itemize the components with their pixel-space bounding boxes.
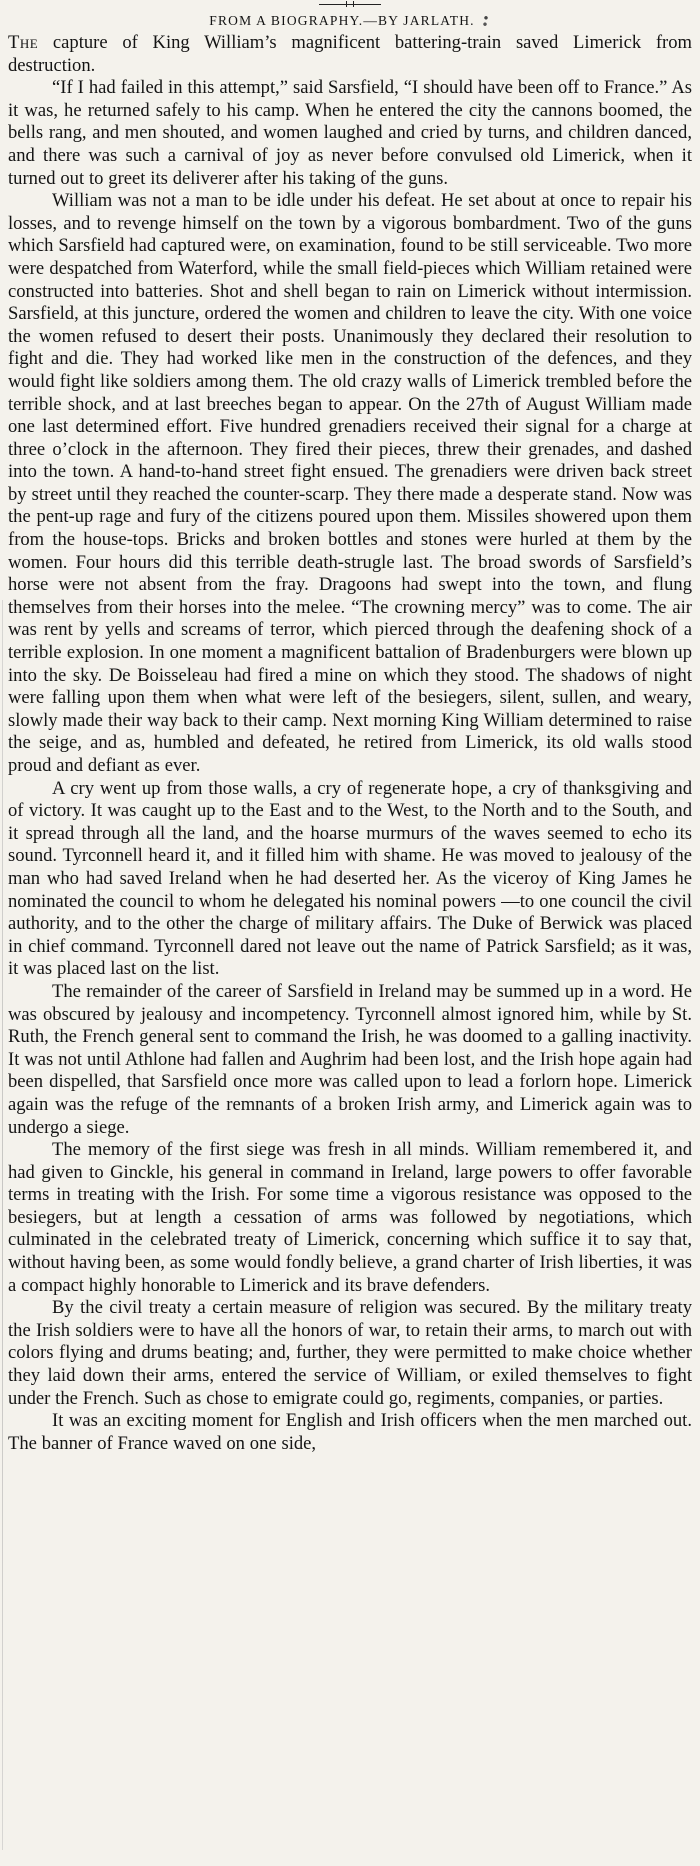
paragraph-4: A cry went up from those walls, a cry of regenerate hope, a cry of thanksgiving and of victory. It was caught up to the East and to the West, to the North and to the South, and it spread through all the land, and the hoarse murmurs of the waves seemed to echo its sound. Tyrconnell heard it, and it filled him with shame. He was moved to jealousy of the man who had saved Ireland when he had deserted her. As the viceroy of King James he nominated the council to whom he delegated his nominal powers —to one council the civil authority, and to the other the charge of military affairs. The Duke of Berwick was placed in chief command. Tyrconnell dared not leave out the name of Patrick Sarsfield; as it was, it was placed last on the list. — [8, 777, 692, 980]
paragraph-8: It was an exciting moment for English and Irish officers when the men marched out. The banner of France waved on one side, — [8, 1410, 692, 1454]
paragraph-5: The remainder of the career of Sarsfield in Ireland may be summed up in a word. He was obscured by jealousy and incompetency. Tyrconnell almost ignored him, while by St. Ruth, the French general sent to command the Irish, he was doomed to a galling inactivity. It was not until Athlone had fallen and Aughrim had been lost, and the Irish hope again had been dispelled, that Sarsfield once more was called upon to lead a forlorn hope. Limerick again was the refuge of the remnants of a broken Irish army, and Limerick again was to undergo a siege. — [8, 980, 692, 1138]
article-heading — [8, 13, 692, 29]
column-edge-shadow — [2, 600, 3, 1850]
article-title: FROM A BIOGRAPHY.—BY JARLATH. — [209, 13, 475, 28]
article-body — [8, 32, 692, 1455]
paragraph-3: William was not a man to be idle under his defeat. He set about at once to repair his losses, and to revenge himself on the town by a vigorous bombardment. Two of the guns which Sarsfield had captured were, on examination, found to be still serviceable. Two more were despatched from Waterford, while the small field-pieces which William retained were constructed into batteries. Shot and shell began to rain on Limerick without intermission. Sarsfield, at this juncture, ordered the women and children to leave the city. With one voice the women refused to desert their posts. Unanimously they declared their resolution to fight and die. They had worked like men in the construction of the defences, and they would fight like soldiers among them. The old crazy walls of Limerick trembled before the terrible shock, and at last breeches began to appear. On the 27th of August William made one last determined effort. Five hundred grenadiers received their signal for a charge at three o’clock in the afternoon. They fired their pieces, threw their grenades, and dashed into the town. A hand-to-hand street fight ensued. The grenadiers were driven back street by street until they reached the counter-scarp. They there made a desperate stand. Now was the pent-up rage and fury of the citizens poured upon them. Missiles showered upon them from the house-tops. Bricks and broken bottles and stones were hurled at them by the women. Four hours did this terrible death-strugle last. The broad swords of Sarsfield’s horse were not absent from the fray. Dragoons had swept into the town, and flung themselves from their horses into the melee. “The crowning mercy” was to come. The air was rent by yells and screams of terror, which pierced through the deafening shock of a terrible explosion. In one moment a magnificent battalion of Bradenburgers were blown up into the sky. De Boisseleau had fired a mine on which they stood. The shadows of night were falling upon them when what were left of the besiegers, silent, sullen, and weary, slowly made their way back to their camp. Next morning King William determined to raise the seige, and as, humbled and defeated, he retired from Limerick, its old walls stood proud and defiant as ever. — [8, 190, 692, 776]
paragraph-1 — [8, 32, 692, 77]
paragraph-2: “If I had failed in this attempt,” said Sarsfield, “I should have been off to France.” As it was, he returned safely to his camp. When he entered the city the cannons boomed, the bells rang, and men shouted, and women laughed and cried by turns, and children danced, and there was such a carnival of joy as never before convulsed old Limerick, when it turned out to greet its deliverer after his taking of the guns. — [8, 77, 692, 189]
lead-word: The — [8, 32, 39, 53]
paragraph-6: The memory of the first siege was fresh in all minds. William remembered it, and had given to Ginckle, his general in command in Ireland, large powers to offer favorable terms in treating with the Irish. For some time a vigorous resistance was opposed to the besiegers, but at length a cessation of arms was followed by negotiations, which culminated in the celebrated treaty of Limerick, concerning which suffice it to say that, without having been, as some would fondly believe, a grand charter of Irish liberties, it was a compact highly honorable to Limerick and its brave defenders. — [8, 1139, 692, 1296]
ink-blot-icon — [481, 13, 491, 29]
paragraph-1-text: capture of King William’s magnificent battering-train saved Limerick from destruction. — [8, 32, 692, 76]
paragraph-7: By the civil treaty a certain measure of religion was secured. By the military treaty the Irish soldiers were to have all the honors of war, to retain their arms, to march out with colors flying and drums beating; and, further, they were permitted to make choice whether they laid down their arms, entered the service of William, or exiled themselves to fight under the French. Such as chose to emigrate could go, regiments, companies, or parties. — [8, 1297, 692, 1409]
ornamental-rule — [319, 4, 381, 5]
